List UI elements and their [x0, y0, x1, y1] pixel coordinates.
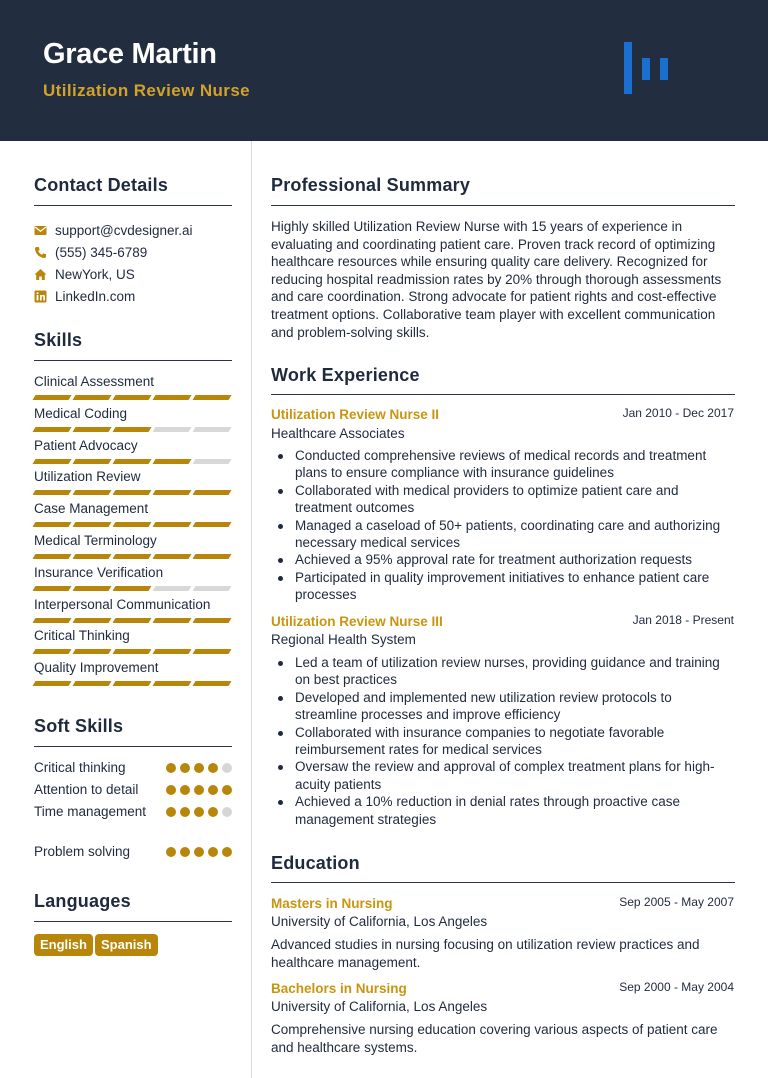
contact-heading: Contact Details [34, 175, 169, 195]
rating-dot [166, 763, 176, 773]
skill-level-segment [113, 427, 152, 432]
bullet-item: Collaborated with medical providers to optimize patient care and treatment outcomes [295, 482, 737, 517]
rating-dot [208, 847, 218, 857]
school-name: University of California, Los Angeles [271, 999, 488, 1014]
skill-level-segment [73, 554, 112, 559]
job-organization: Healthcare Associates [271, 426, 405, 441]
skill-level-segment [153, 554, 192, 559]
rating-dot [194, 807, 204, 817]
skill-level-bar [34, 490, 232, 495]
skill-level-bar [34, 427, 232, 432]
skill-level-segment [73, 522, 112, 527]
phone-icon [34, 246, 47, 259]
skill-item [34, 564, 232, 591]
degree-dates: Sep 2005 - May 2007 [619, 895, 734, 909]
soft-skill-label: Attention to detail [34, 782, 139, 797]
skill-level-segment [33, 554, 72, 559]
contact-location [34, 265, 135, 283]
bullet-item: Developed and implemented new utilization review protocols to streamline processes and improve efficiency [295, 689, 737, 724]
resume-header [0, 0, 768, 141]
skill-level-segment [33, 522, 72, 527]
soft-skill-rating [166, 847, 232, 860]
rating-dot [166, 807, 176, 817]
bullet-item: Led a team of utilization review nurses, providing guidance and training on best practices [295, 654, 737, 689]
degree-description: Comprehensive nursing education covering various aspects of patient care and healthcare systems. [271, 1022, 718, 1055]
job-bullets [295, 447, 737, 604]
skill-level-bar [34, 618, 232, 623]
contact-email[interactable] [34, 221, 193, 239]
envelope-icon [34, 224, 47, 237]
skill-level-segment [153, 490, 192, 495]
skill-label: Patient Advocacy [34, 437, 138, 453]
skill-level-segment [113, 395, 152, 400]
skill-level-segment [153, 586, 192, 591]
skill-label: Quality Improvement [34, 660, 159, 676]
skill-label: Utilization Review [34, 469, 141, 485]
skill-level-segment [33, 681, 72, 686]
soft-skill-item [34, 759, 232, 776]
rating-dot [166, 785, 176, 795]
candidate-title: Utilization Review Nurse [43, 81, 251, 100]
skill-level-bar [34, 459, 232, 464]
degree-title: Bachelors in Nursing [271, 981, 407, 996]
skill-level-segment [193, 490, 232, 495]
skill-level-segment [73, 395, 112, 400]
skill-level-segment [33, 459, 72, 464]
skill-level-segment [113, 490, 152, 495]
rating-dot [222, 785, 232, 795]
soft-skill-label: Problem solving [34, 844, 131, 859]
skill-label: Medical Coding [34, 405, 128, 421]
skill-level-segment [73, 649, 112, 654]
contact-linkedin-text: LinkedIn.com [55, 288, 136, 304]
skill-item [34, 373, 232, 400]
summary-rule [271, 205, 735, 206]
skill-level-segment [33, 586, 72, 591]
skill-level-bar [34, 649, 232, 654]
soft-skill-rating [166, 785, 232, 798]
skill-label: Interpersonal Communication [34, 596, 211, 612]
rating-dot [180, 785, 190, 795]
skill-level-segment [153, 427, 192, 432]
skill-level-segment [193, 395, 232, 400]
soft-skill-rating [166, 807, 232, 820]
skill-level-segment [193, 649, 232, 654]
rating-dot [180, 763, 190, 773]
skill-label: Medical Terminology [34, 533, 157, 548]
summary-text: Highly skilled Utilization Review Nurse with 15 years of experience in evaluating and coordinating patient care. Proven track record of optimizing healthcare resources while ensuring quality care delivery. Recognized for reducing hospital readmission rates by 20% through thorough assessments and care coordination. Strong advocate for patient rights and cost-effective treatment options. Collaborative team player with excellent communication and problem-solving skills. [271, 219, 722, 340]
skill-level-segment [113, 522, 152, 527]
skill-level-segment [153, 649, 192, 654]
skill-level-segment [33, 649, 72, 654]
bullet-item: Managed a caseload of 50+ patients, coordinating care and authorizing necessary medical services [295, 517, 737, 552]
skill-level-segment [193, 554, 232, 559]
soft-skills-heading: Soft Skills [34, 716, 124, 736]
skill-level-segment [153, 459, 192, 464]
summary-heading: Professional Summary [271, 175, 471, 195]
school-name: University of California, Los Angeles [271, 914, 488, 929]
rating-dot [194, 847, 204, 857]
bullet-item: Participated in quality improvement initiatives to enhance patient care processes [295, 569, 737, 604]
contact-phone[interactable] [34, 243, 147, 261]
soft-skill-item [34, 843, 232, 860]
bullet-item: Achieved a 10% reduction in denial rates through proactive case management strategies [295, 793, 737, 828]
home-icon [34, 268, 47, 281]
skill-item [34, 596, 232, 623]
bullet-item: Oversaw the review and approval of complex treatment plans for high-acuity patients [295, 758, 737, 793]
education-rule [271, 882, 735, 883]
skill-level-segment [113, 459, 152, 464]
degree-title: Masters in Nursing [271, 896, 393, 911]
skill-level-segment [73, 459, 112, 464]
language-tag: Spanish [95, 934, 158, 956]
skill-label: Critical Thinking [34, 628, 130, 644]
rating-dot [222, 763, 232, 773]
skill-level-segment [113, 586, 152, 591]
skills-rule [34, 360, 232, 361]
skill-level-segment [73, 427, 112, 432]
skill-level-segment [33, 490, 72, 495]
skill-level-segment [113, 554, 152, 559]
experience-rule [271, 394, 735, 395]
skill-level-segment [193, 586, 232, 591]
soft-skill-item [34, 803, 232, 820]
rating-dot [180, 847, 190, 857]
skill-level-segment [193, 427, 232, 432]
skill-level-segment [193, 618, 232, 623]
job-organization: Regional Health System [271, 632, 416, 647]
cvdesigner-logo-icon [624, 42, 670, 94]
rating-dot [208, 807, 218, 817]
skill-level-segment [153, 522, 192, 527]
skill-level-segment [73, 681, 112, 686]
skill-level-segment [113, 649, 152, 654]
languages-rule [34, 921, 232, 922]
rating-dot [180, 807, 190, 817]
degree-dates: Sep 2000 - May 2004 [619, 980, 734, 994]
skill-level-segment [193, 681, 232, 686]
skill-level-segment [193, 522, 232, 527]
skill-item [34, 532, 232, 559]
education-heading: Education [271, 853, 360, 873]
contact-rule [34, 205, 232, 206]
rating-dot [222, 807, 232, 817]
rating-dot [194, 763, 204, 773]
skill-label: Insurance Verification [34, 564, 164, 580]
skill-level-segment [113, 681, 152, 686]
rating-dot [166, 847, 176, 857]
job-bullets [295, 654, 737, 828]
skill-item [34, 437, 232, 464]
contact-location-text: NewYork, US [55, 266, 135, 282]
job-title: Utilization Review Nurse II [271, 407, 440, 422]
skill-level-bar [34, 681, 232, 686]
column-divider [251, 141, 252, 1078]
soft-skill-item [34, 781, 232, 798]
job-dates: Jan 2018 - Present [632, 613, 734, 627]
contact-phone-text: (555) 345-6789 [55, 244, 148, 260]
skill-item [34, 659, 232, 686]
contact-linkedin[interactable] [34, 287, 135, 305]
skill-level-segment [153, 618, 192, 623]
rating-dot [208, 785, 218, 795]
skill-item [34, 627, 232, 654]
experience-heading: Work Experience [271, 365, 420, 385]
job-title: Utilization Review Nurse III [271, 614, 443, 629]
skill-level-bar [34, 554, 232, 559]
linkedin-icon [34, 290, 47, 303]
languages-heading: Languages [34, 891, 131, 911]
rating-dot [222, 847, 232, 857]
rating-dot [194, 785, 204, 795]
rating-dot [208, 763, 218, 773]
skill-level-segment [113, 618, 152, 623]
skill-item [34, 500, 232, 527]
skill-level-bar [34, 522, 232, 527]
soft-skill-label: Time management [34, 804, 147, 819]
skill-item [34, 405, 232, 432]
skill-level-segment [193, 459, 232, 464]
job-dates: Jan 2010 - Dec 2017 [622, 406, 734, 420]
skill-level-segment [33, 427, 72, 432]
skill-level-segment [33, 395, 72, 400]
skill-item [34, 468, 232, 495]
bullet-item: Achieved a 95% approval rate for treatment authorization requests [295, 551, 737, 568]
skills-heading: Skills [34, 330, 83, 350]
soft-skills-rule [34, 746, 232, 747]
skill-level-segment [153, 395, 192, 400]
skill-label: Clinical Assessment [34, 374, 155, 389]
bullet-item: Collaborated with insurance companies to negotiate favorable reimbursement rates for medical services [295, 724, 737, 759]
skill-level-segment [33, 618, 72, 623]
skill-label: Case Management [34, 501, 149, 517]
skill-level-segment [73, 490, 112, 495]
soft-skill-rating [166, 763, 232, 776]
degree-description: Advanced studies in nursing focusing on utilization review practices and healthcare management. [271, 937, 700, 970]
bullet-item: Conducted comprehensive reviews of medical records and treatment plans to ensure compliance with insurance guidelines [295, 447, 737, 482]
skill-level-segment [73, 586, 112, 591]
skill-level-bar [34, 586, 232, 591]
language-tag: English [34, 934, 93, 956]
soft-skill-label: Critical thinking [34, 760, 126, 775]
skill-level-segment [153, 681, 192, 686]
skill-level-bar [34, 395, 232, 400]
candidate-name: Grace Martin [43, 38, 217, 70]
skill-level-segment [73, 618, 112, 623]
contact-email-text: support@cvdesigner.ai [55, 222, 193, 238]
